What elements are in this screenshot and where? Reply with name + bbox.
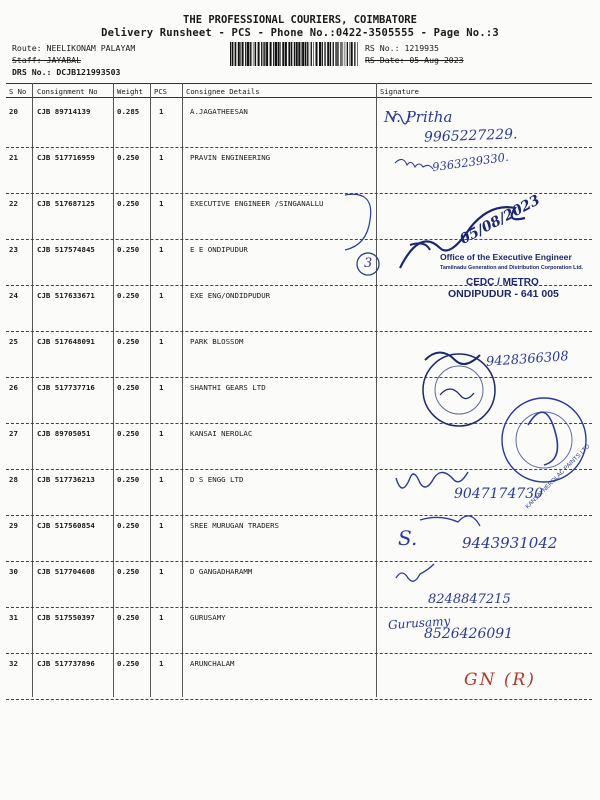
staff-label: Staff:: [12, 55, 42, 65]
cell-weight: 0.250: [117, 613, 140, 622]
cell-sno: 24: [9, 291, 18, 300]
cell-pcs: 1: [159, 153, 164, 162]
cell-pcs: 1: [159, 245, 164, 254]
cell-consignee: GURUSAMY: [190, 613, 226, 622]
cell-weight: 0.250: [117, 291, 140, 300]
cell-sno: 26: [9, 383, 18, 392]
company-seal-stamp: [423, 354, 495, 426]
cell-pcs: 1: [159, 199, 164, 208]
cell-weight: 0.250: [117, 383, 140, 392]
drs-value: DCJB121993503: [56, 67, 121, 77]
cell-consignment-no: CJB 517716959: [37, 153, 95, 162]
cell-consignment-no: CJB 517736213: [37, 475, 95, 484]
signature-row-20-name: N. Pritha: [384, 108, 453, 126]
signature-stroke: [440, 389, 474, 399]
cell-weight: 0.250: [117, 521, 140, 530]
rs-date-label: RS Date:: [365, 55, 405, 65]
signature-row-31-phone: 8526426091: [424, 626, 514, 642]
signature-stroke: [420, 516, 480, 526]
drs-label: DRS No.:: [12, 67, 52, 77]
office-stamp-title: Office of the Executive Engineer: [440, 252, 572, 262]
cell-consignment-no: CJB 517737716: [37, 383, 95, 392]
cell-pcs: 1: [159, 613, 164, 622]
col-header-signature: Signature: [380, 87, 419, 96]
signature-row-29-phone: 9443931042: [462, 534, 558, 552]
cell-consignee: PRAVIN ENGINEERING: [190, 153, 271, 162]
cell-weight: 0.250: [117, 659, 140, 668]
cell-consignment-no: CJB 517574845: [37, 245, 95, 254]
cell-weight: 0.250: [117, 153, 140, 162]
route-label: Route:: [12, 43, 42, 53]
rs-no-label: RS No.:: [365, 43, 400, 53]
cell-sno: 29: [9, 521, 18, 530]
office-stamp-address: ONDIPUDUR - 641 005: [448, 288, 559, 300]
cell-sno: 27: [9, 429, 18, 438]
cell-consignee: KANSAI NEROLAC: [190, 429, 253, 438]
cell-consignee: A.JAGATHEESAN: [190, 107, 248, 116]
cell-pcs: 1: [159, 337, 164, 346]
cell-pcs: 1: [159, 659, 164, 668]
kansai-nerolac-seal-inner: [516, 412, 572, 468]
office-stamp-subtitle: Tamilnadu Generation and Distribution Corporation Ltd.: [440, 265, 584, 271]
cell-pcs: 1: [159, 521, 164, 530]
cell-weight: 0.250: [117, 245, 140, 254]
signature-stroke: [396, 564, 434, 581]
cell-sno: 23: [9, 245, 18, 254]
remark-row-32: GN (R): [464, 670, 536, 690]
cell-weight: 0.250: [117, 429, 140, 438]
cell-consignee: D S ENGG LTD: [190, 475, 244, 484]
col-header-pcs: PCS: [154, 87, 167, 96]
date-row-22: 05/08/2023: [457, 192, 543, 248]
cell-pcs: 1: [159, 567, 164, 576]
signature-row-29-initial: S.: [398, 526, 418, 550]
route-value: NEELIKONAM PALAYAM: [46, 43, 136, 53]
company-seal-stamp-inner: [435, 366, 483, 414]
cell-consignment-no: CJB 517737896: [37, 659, 95, 668]
cell-consignee: SHANTHI GEARS LTD: [190, 383, 266, 392]
kansai-nerolac-seal: [502, 398, 586, 482]
cell-sno: 28: [9, 475, 18, 484]
cell-consignment-no: CJB 517560854: [37, 521, 95, 530]
cell-consignee: E E ONDIPUDUR: [190, 245, 248, 254]
cell-consignee: D GANGADHARAMM: [190, 567, 253, 576]
cell-sno: 31: [9, 613, 18, 622]
runsheet-subtitle: Delivery Runsheet - PCS - Phone No.:0422-3505555 - Page No.:3: [101, 27, 499, 39]
col-header-sno: S No: [9, 87, 27, 96]
cell-sno: 32: [9, 659, 18, 668]
cell-pcs: 1: [159, 475, 164, 484]
signature-row-21-phone: 9363239330.: [431, 149, 510, 175]
cell-consignee: EXECUTIVE ENGINEER /SINGANALLU: [190, 199, 324, 208]
rs-date-value: 05-Aug-2023: [409, 55, 464, 65]
cell-sno: 30: [9, 567, 18, 576]
cell-consignee: SREE MURUGAN TRADERS: [190, 521, 279, 530]
signature-row-20-phone: 9965227229.: [423, 126, 518, 146]
cell-pcs: 1: [159, 429, 164, 438]
cell-consignee: PARK BLOSSOM: [190, 337, 244, 346]
cell-pcs: 1: [159, 383, 164, 392]
staff-value: JAYABAL: [46, 55, 82, 65]
signature-stroke: [528, 412, 558, 465]
cell-pcs: 1: [159, 107, 164, 116]
cell-sno: 21: [9, 153, 18, 162]
cell-weight: 0.250: [117, 475, 140, 484]
kansai-nerolac-seal-text: KANSAI NEROLAC PAINTS LTD: [524, 443, 592, 511]
rs-no-value: 1219935: [404, 43, 439, 53]
cell-sno: 22: [9, 199, 18, 208]
cell-sno: 20: [9, 107, 18, 116]
office-stamp-cedc: CEDC / METRO: [466, 277, 539, 288]
signature-row-30-phone: 8248847215: [428, 592, 511, 607]
signature-row-26-phone: 9428366308: [485, 349, 570, 370]
cell-consignee: ARUNCHALAM: [190, 659, 235, 668]
cell-consignment-no: CJB 517687125: [37, 199, 95, 208]
signature-stroke: [345, 194, 371, 250]
company-title: THE PROFESSIONAL COURIERS, COIMBATORE: [183, 14, 417, 26]
cell-weight: 0.250: [117, 199, 140, 208]
cell-consignment-no: CJB 89714139: [37, 107, 91, 116]
circled-count: 3: [364, 256, 373, 271]
cell-weight: 0.285: [117, 107, 140, 116]
col-header-weight: Weight: [117, 87, 143, 96]
cell-pcs: 1: [159, 291, 164, 300]
col-header-consignment: Consignment No: [37, 87, 98, 96]
signature-row-31-name: Gurusamy: [387, 613, 451, 633]
cell-consignment-no: CJB 517704608: [37, 567, 95, 576]
signature-row-28-phone: 9047174730: [454, 486, 544, 502]
col-header-consignee: Consignee Details: [186, 87, 260, 96]
cell-consignment-no: CJB 517633671: [37, 291, 95, 300]
cell-consignment-no: CJB 89705051: [37, 429, 91, 438]
signature-stroke: [395, 159, 433, 169]
cell-weight: 0.250: [117, 337, 140, 346]
cell-consignment-no: CJB 517648091: [37, 337, 95, 346]
cell-weight: 0.250: [117, 567, 140, 576]
cell-sno: 25: [9, 337, 18, 346]
cell-consignee: EXE ENG/ONDIDPUDUR: [190, 291, 271, 300]
cell-consignment-no: CJB 517550397: [37, 613, 95, 622]
